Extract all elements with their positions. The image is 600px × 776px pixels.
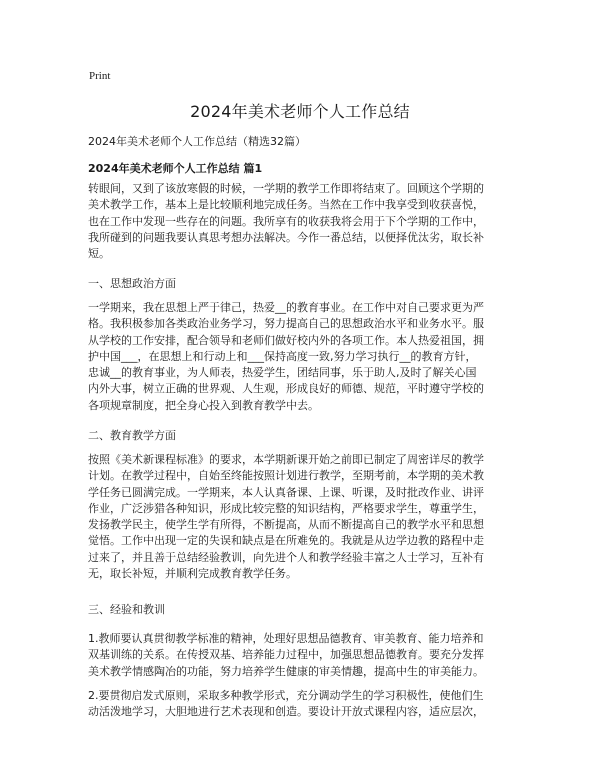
document-subtitle: 2024年美术老师个人工作总结（精选32篇） [88, 135, 306, 148]
page-title: 2024年美术老师个人工作总结 [190, 102, 410, 121]
text-line: 无，取长补短，并顺利完成教育教学任务。 [88, 567, 297, 581]
politics-paragraph [88, 300, 518, 414]
text-line: 忠诚__的教育事业，为人师表，热爱学生，团结同事，乐于助人,及时了解关心国 [88, 366, 477, 380]
text-line: 作业，广泛涉猎各种知识，形成比较完整的知识结构，严格要求学生，尊重学生， [88, 501, 484, 515]
print-label[interactable]: Print [89, 70, 111, 82]
text-line: 也在工作中发现一些存在的问题。我所享有的收获我将会用于下个学期的工作中， [88, 214, 484, 228]
section-heading-politics: 一、思想政治方面 [88, 277, 176, 290]
text-line: 双基训练的关系。在传授双基、培养能力过程中，加强思想品德教育。要充分发挥 [88, 648, 484, 662]
text-line: 各项规章制度，把全身心投入到教育教学中去。 [88, 398, 319, 412]
text-line: 短。 [88, 247, 110, 261]
text-line: 过来了，并且善于总结经验教训，向先进个人和教学经验丰富之人士学习，互补有 [88, 550, 484, 564]
text-line: 美术教学情感陶冶的功能，努力培养学生健康的审美情趣，提高中生的审美能力。 [88, 664, 484, 678]
text-line: 转眼间，又到了该放寒假的时候，一学期的教学工作即将结束了。回顾这个学期的 [88, 182, 484, 195]
experience-item-2 [88, 688, 518, 721]
text-line: 从学校的工作安排，配合领导和老师们做好校内外的各项工作。本人热爱祖国，拥 [88, 333, 484, 347]
text-line: 格。我积极参加各类政治业务学习，努力提高自己的思想政治水平和业务水平。服 [88, 317, 484, 331]
text-line: 发扬教学民主，使学生学有所得，不断提高，从而不断提高自己的教学水平和思想 [88, 518, 484, 532]
section-heading-experience: 三、经验和教训 [88, 603, 165, 616]
text-line: 一学期来，我在思想上严于律己，热爱__的教育事业。在工作中对自己要求更为严 [88, 301, 484, 314]
intro-paragraph [88, 181, 518, 262]
text-line: 1.教师要认真贯彻教学标准的精神，处理好思想品德教育、审美教育、能力培养和 [88, 632, 484, 645]
teaching-paragraph [88, 452, 518, 582]
article-heading: 2024年美术老师个人工作总结 篇1 [88, 162, 263, 175]
section-heading-teaching: 二、教育教学方面 [88, 429, 176, 442]
experience-item-1 [88, 631, 518, 680]
text-line: 按照《美术新课程标准》的要求，本学期新课开始之前即已制定了周密详尽的教学 [88, 453, 484, 466]
text-line: 内外大事，树立正确的世界观、人生观，形成良好的师德、规范，平时遵守学校的 [88, 382, 484, 396]
text-line: 我所碰到的问题我要认真思考想办法解决。今作一番总结，以便择优汰劣，取长补 [88, 230, 484, 244]
text-line: 计划。在教学过程中，自始至终能按照计划进行教学，至期考前，本学期的美术教 [88, 469, 484, 483]
text-line: 学任务已圆满完成。一学期来，本人认真备课、上课、听课，及时批改作业、讲评 [88, 485, 484, 499]
text-line: 动活泼地学习，大胆地进行艺术表现和创造。要设计开放式课程内容，适应层次， [88, 705, 484, 719]
text-line: 护中国___，在思想上和行动上和___保持高度一致,努力学习执行__的教育方针， [88, 349, 477, 363]
text-line: 美术教学工作，基本上是比较顺利地完成任务。当然在工作中我享受到收获喜悦， [88, 198, 484, 212]
text-line: 觉悟。工作中出现一定的失误和缺点是在所难免的。我就是从边学边教的路程中走 [88, 534, 484, 548]
text-line: 2.要贯彻启发式原则，采取多种教学形式，充分调动学生的学习积极性，使他们生 [88, 689, 484, 702]
